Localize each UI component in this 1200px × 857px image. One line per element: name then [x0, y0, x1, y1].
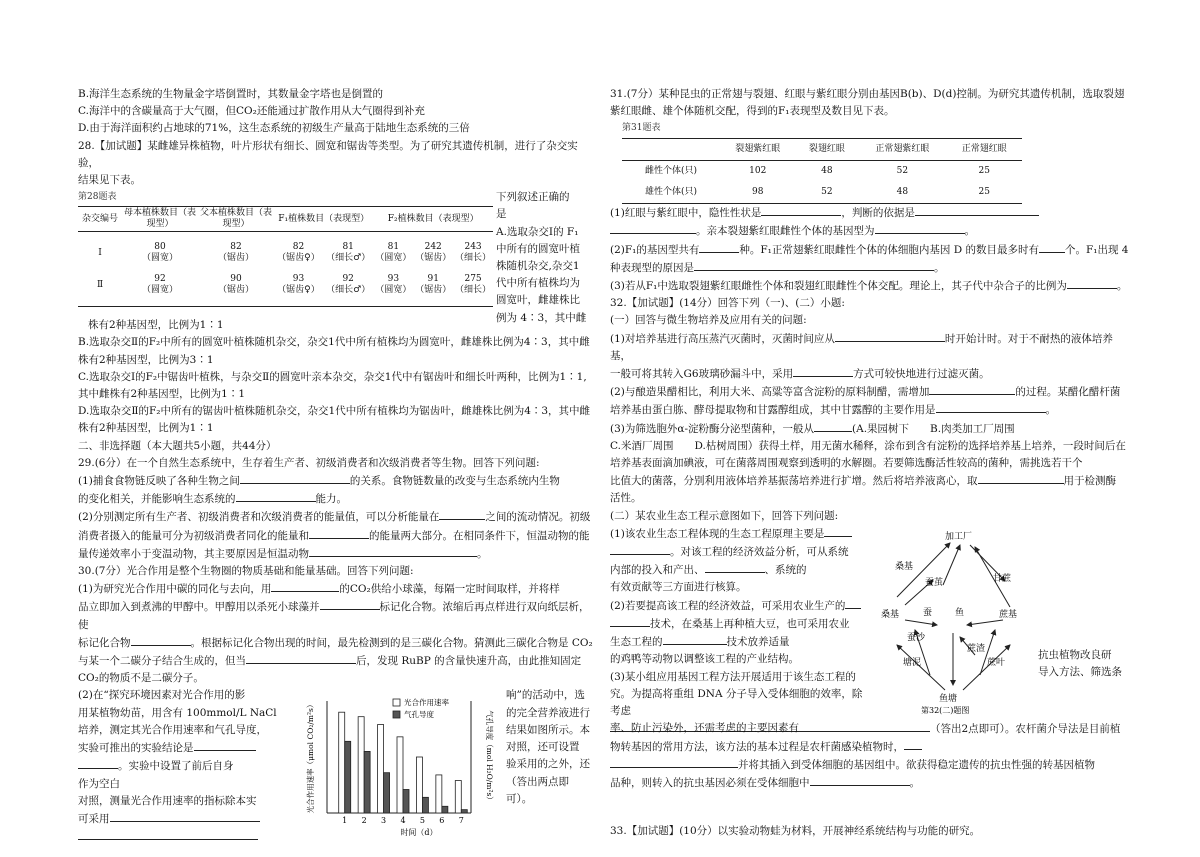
- q29-part1: (1)捕食食物链反映了各种生物之间 的关系。食物链数量的改变与生态系统内生物: [78, 472, 593, 490]
- text-line: 用某植物幼苗，用含有 100mmol/L NaCl: [78, 706, 277, 719]
- text-line: 中所有的圆宽叶植: [496, 242, 580, 255]
- table-row: [78, 253, 493, 264]
- text-line: （答出两点即可）。: [506, 775, 569, 805]
- text-line: 株随机杂交,杂交1: [496, 260, 580, 273]
- q27-option-b: B.海洋生态系统的生物量金字塔倒置时，其数量金字塔也是倒置的: [78, 88, 384, 100]
- table-header: 裂翅紫红眼: [720, 138, 796, 160]
- x-tick-label: 4: [400, 816, 406, 826]
- cell: 102: [749, 165, 767, 176]
- text-line: 是: [496, 208, 507, 221]
- left-column: [78, 86, 593, 857]
- bar-rate: [436, 775, 442, 813]
- x-tick-label: 5: [419, 816, 425, 826]
- cell: 93: [387, 274, 400, 285]
- q29-part2: (2)分别测定所有生产者、初级消费者和次级消费者的能量值，可以分析能量在 之间的流动情况。初级: [78, 508, 593, 526]
- cell: 52: [821, 187, 833, 198]
- table-header: F₂植株数目（表现型）: [373, 207, 493, 232]
- cell: （锯齿）: [415, 285, 452, 296]
- table-row: [78, 242, 493, 253]
- cell: （圆宽）: [375, 285, 412, 296]
- text-line: 结果如图所示。本: [506, 723, 590, 736]
- text-line: 代中所有植株均为: [496, 277, 580, 290]
- q32-sub2: (二）某农业生态工程示意图如下，回答下列问题:: [610, 509, 839, 522]
- right-column: [610, 86, 1130, 840]
- text-line: 导入方法、筛选条: [1038, 666, 1122, 679]
- q32-sub2-right: [1038, 647, 1130, 681]
- bar-rate: [416, 757, 422, 813]
- cell: 80: [154, 242, 166, 253]
- q27-option-c: C.海洋中的含碳量高于大气圈，但CO₂还能通过扩散作用从大气圈得到补充: [78, 105, 425, 118]
- table-row: [622, 160, 1022, 182]
- cell: 48: [821, 165, 833, 176]
- q31-table: [622, 138, 1022, 205]
- bar-conductance: [403, 790, 409, 814]
- cell: 81: [387, 242, 400, 253]
- node-silkworm-cocoon: 蚕茧: [925, 577, 944, 588]
- cell: 82: [230, 242, 242, 253]
- bar-rate: [378, 725, 384, 813]
- cell: 98: [752, 187, 764, 198]
- table-header: 正常翅紫红眼: [858, 138, 946, 160]
- q33-stem: 33.【加试题】(10分）以实验动物蛙为材料，开展神经系统结构与功能的研究。: [610, 824, 981, 837]
- cell: 92: [154, 274, 166, 285]
- q28-option-b: B.选取杂交Ⅱ的F₂中所有的圆宽叶植株随机杂交，杂交1代中所有植株均为圆宽叶，雌雄株比例为4∶3，其中雌株有2种基因型，比例为3∶1: [78, 336, 590, 366]
- q28-option-c: C.选取杂交Ⅰ的F₂中锯齿叶植株，与杂交Ⅱ的圆宽叶亲本杂交，杂交1代中有锯齿叶和细长叶两种，比例为1∶1,其中雌株有2种基因型，比例为1∶1: [78, 370, 587, 401]
- q30-bar-chart: [281, 689, 503, 839]
- cell: （细长）: [455, 285, 492, 296]
- y-axis-label: 光合作用速率（μmol CO₂/m²s）: [306, 701, 315, 814]
- text-line: 响”的活动中，选: [506, 689, 585, 702]
- table-header-row: [622, 138, 1022, 160]
- q30-part1-2: 品立即加入到煮沸的甲醇中。甲醇用以杀死小球藻并 标记化合物。浓缩后再点样进行双向纸层析，使: [78, 598, 593, 633]
- text-line: 下列叙述正确的: [496, 191, 570, 204]
- text-line: 培养，测定其光合作用速率和气孔导度，: [78, 723, 267, 736]
- cell: 93: [292, 274, 305, 285]
- table-header: F₁植株数目（表现型）: [274, 207, 373, 232]
- q31-part3: (3)若从F₁中选取裂翅紫红眼雌性个体和裂翅红眼雌性个体交配。理论上，其子代中杂合子的比例为 。: [610, 277, 1130, 295]
- cell: （锯齿）: [217, 253, 254, 264]
- node-dung: 蔗叶: [987, 657, 1006, 668]
- q30-chart-block: [78, 687, 593, 857]
- q28-side-text: [496, 189, 594, 327]
- text-line: [78, 828, 278, 846]
- bar-conductance: [442, 807, 448, 814]
- q32-part3-cont: （答出2点即可）。农杆菌介导法是目前植: [610, 720, 1130, 738]
- q32-part3-4: 比值大的菌落，分别利用液体培养基振荡培养进行扩增。然后将培养液离心，取 用于检测酶: [610, 472, 1130, 490]
- cell: （锯齿）: [415, 253, 452, 264]
- text-line: 实验可推出的实验结论是: [78, 739, 278, 757]
- text-line: 内部的投入和产出、 、系统的: [610, 561, 872, 579]
- node-mulberry: 桑基: [895, 561, 914, 572]
- cell: 92: [342, 274, 354, 285]
- q29-part2-cont: 消费者摄入的能量可分为初级消费者同化的能量和 的能量两大部分。在相同条件下，恒温动物的能: [78, 527, 593, 545]
- q28-table-caption: 第28题表: [78, 192, 117, 203]
- x-tick-label: 2: [361, 816, 367, 826]
- x-tick-label: 1: [342, 816, 348, 826]
- node-bagasse: 蔗渣: [967, 643, 986, 654]
- cell: （锯齿♀）: [277, 253, 320, 264]
- bar-conductance: [345, 742, 351, 814]
- text-line: 究。为提高将重组 DNA 分子导入受体细胞的效率，除考虑: [610, 687, 863, 717]
- text-line: 技术，在桑基上再种植大豆，也可采用农业: [610, 615, 872, 633]
- table-row: [78, 274, 493, 285]
- section-heading: 二、非选择题（本大题共5小题，共44分）: [78, 439, 277, 452]
- node-silkworm: 蚕: [923, 607, 933, 618]
- q28-stem-2: 结果见下表。: [78, 174, 141, 187]
- cell: 25: [978, 187, 990, 198]
- cell: （细长♂）: [326, 285, 371, 296]
- bar-rate: [358, 717, 364, 813]
- table-header-row: [78, 207, 493, 232]
- q31-stem-2: 紫红眼雌、雄个体随机交配，得到的F₁表现型及数目见下表。: [610, 105, 895, 118]
- bar-conductance: [422, 798, 428, 814]
- node-pond: 鱼塘: [939, 693, 958, 704]
- y2-axis-label: 气孔导度（mol H₂O/m²s）: [485, 710, 494, 805]
- cell: 91: [427, 274, 439, 285]
- text-line: 作为空白: [78, 777, 120, 790]
- node-mud: 塘泥: [903, 657, 922, 668]
- q32-stem: 32.【加试题】(14分）回答下列（一)、(二）小题:: [610, 297, 845, 310]
- table-header: [622, 138, 720, 160]
- q32-part1: (1)对培养基进行高压蒸汽灭菌时，灭菌时间应从 时开始计时。对于不耐热的液体培养基，: [610, 330, 1130, 365]
- cell: 雌性个体(只): [644, 165, 698, 176]
- x-tick-label: 3: [381, 816, 387, 826]
- text-line: 率、防止污染外，还需考虑的主要因素有: [610, 722, 799, 735]
- cell: （圆宽）: [141, 285, 178, 296]
- x-tick-label: 6: [439, 816, 445, 826]
- q32-part2-cont: 培养基由蛋白胨、酵母提取物和甘露醇组成，其中甘露醇的主要作用是 。: [610, 401, 1130, 419]
- q31-part1: (1)红眼与紫红眼中，隐性性状是 ，判断的依据是: [610, 204, 1130, 222]
- q29-stem: 29.(6分）在一个自然生态系统中，生存着生产者、初级消费者和次级消费者等生物。回答下列问题:: [78, 456, 540, 469]
- table-header: 母本植株数目（表现型）: [122, 207, 198, 232]
- q32-part3-cont4: 品种，则转入的抗虫基因必须在受体细胞中 。: [610, 774, 1130, 792]
- table-header: 正常翅红眼: [946, 138, 1022, 160]
- text-line: 的鸡鸭等动物以调整该工程的产业结构。: [610, 653, 799, 666]
- node-sugarcane: 甘蔗: [993, 573, 1012, 584]
- cell: 82: [292, 242, 305, 253]
- q27-option-d: D.由于海洋面积约占地球的71%，这生态系统的初级生产量高于陆地生态系统的三倍: [78, 122, 470, 135]
- q30-stem: 30.(7分）光合作用是整个生物圈的物质基础和能量基础。回答下列问题:: [78, 565, 414, 578]
- q28-option-d: D.选取杂交Ⅱ的F₂中所有的锯齿叶植株随机杂交，杂交1代中所有植株均为锯齿叶，雌雄株比例为4∶3，其中雌株有2种基因型，比例为1∶1: [78, 405, 591, 435]
- bar-conductance: [384, 773, 390, 813]
- bar-rate: [397, 737, 403, 813]
- table-row: [622, 182, 1022, 204]
- q28-stem: 28.【加试题】某雌雄异株植物，叶片形状有细长、圆宽和锯齿等类型。为了研究其遗传机制，进行了杂交实验，: [78, 139, 578, 169]
- text-line: 对照，测量光合作用速率的指标除本实: [78, 794, 257, 807]
- table-header: 杂交编号: [78, 207, 122, 232]
- text-line: 对照，还可设置: [506, 741, 580, 754]
- q31-stem: 31.(7分）某种昆虫的正常翅与裂翅、红眼与紫红眼分别由基因B(b)、D(d)控制。为研究其遗传机制，选取裂翅: [610, 88, 1125, 100]
- table-header: 父本植株数目（表现型）: [198, 207, 274, 232]
- cell: 48: [896, 187, 909, 198]
- q31-part2: (2)F₁的基因型共有 种。F₁正常翅紫红眼雌性个体的体细胞内基因 D 的数目最多时有 个。F₁出现 4: [610, 241, 1130, 259]
- text-line: A.选取杂交Ⅰ的 F₁: [496, 225, 579, 238]
- q32-part2: (2)与酿造果醋相比，利用大米、高粱等富含淀粉的原料制醋，需增加 的过程。某醋化醋杆菌: [610, 383, 1130, 401]
- cell: （锯齿）: [217, 285, 254, 296]
- cell: （锯齿♀）: [277, 285, 320, 296]
- text-line: 可采用: [78, 810, 278, 828]
- table-row: [78, 285, 493, 296]
- q32-part3-2: C.米酒厂周围 D.枯树周围）获得土样，用无菌水稀释，涂布到含有淀粉的选择培养基上培养，一段时间后在: [610, 439, 1126, 452]
- text-line: 的完全营养液进行: [506, 706, 590, 719]
- cell: 275: [464, 274, 482, 285]
- q32-part3-3: 培养基表面滴加碘液，可在菌落周围观察到透明的水解圈。若要筛选酶活性较高的菌种，需挑选若干个: [610, 457, 1083, 470]
- legend-label: 光合作用速率: [404, 698, 449, 708]
- x-tick-label: 7: [458, 816, 464, 826]
- bar-conductance: [461, 810, 467, 813]
- q31-part1-cont: 。亲本裂翅紫红眼雌性个体的基因型为 。: [610, 222, 1130, 240]
- cell: （圆宽）: [375, 253, 412, 264]
- q32-part3: (3)为筛选胞外α-淀粉酶分泌型菌种，一般从 (A.果园树下 B.肉类加工厂周围: [610, 420, 1130, 438]
- q32-ecosystem-diagram: [875, 525, 1035, 715]
- text-line: (3)某小组应用基因工程方法开展适用于该生态工程的: [610, 670, 856, 683]
- node-manure: 蚕沙: [907, 632, 926, 643]
- q31-part2-cont: 种表现型的原因是 。: [610, 259, 1130, 277]
- q30-part1-4: 与某一个二碳分子结合生成的，但当 后，发现 RuBP 的含量快速升高，由此推知固定: [78, 652, 593, 670]
- cell: 242: [424, 242, 442, 253]
- node-factory: 加工厂: [945, 531, 973, 542]
- cell: 243: [464, 242, 482, 253]
- cell: 25: [978, 165, 990, 176]
- q30-part1: (1)为研究光合作用中碳的同化与去向，用 的CO₂供给小球藻，每隔一定时间取样，并将样: [78, 580, 593, 598]
- q32-part3-cont3: 并将其插入到受体细胞的基因组中。欲获得稳定遗传的抗虫性强的转基因植物: [610, 756, 1130, 774]
- q29-part2-end: 量传递效率小于变温动物，其主要原因是恒温动物 。: [78, 545, 593, 563]
- q32-sub2-left: [610, 525, 872, 737]
- node-mulberry-base: 桑基: [881, 609, 900, 620]
- text-line: 例为 4∶3，其中雌: [496, 311, 587, 324]
- node-cane-base: 蔗基: [999, 609, 1018, 620]
- q30-part1-5: CO₂的物质不是二碳分子。: [78, 672, 204, 685]
- legend-label: 气孔导度: [404, 710, 434, 720]
- cell: （圆宽）: [141, 253, 178, 264]
- table-header: 裂翅红眼: [796, 138, 859, 160]
- bar-conductance: [364, 752, 370, 814]
- q32-part3-cont2: 物转基因的常用方法，该方法的基本过程是农杆菌感染植物时，: [610, 738, 1130, 756]
- q30-part2-left: [78, 687, 278, 846]
- q30-part1-3: 标记化合物 。根据标记化合物出现的时间，最先检测到的是三碳化合物。猜测此三碳化合物是 CO₂: [78, 634, 593, 652]
- q29-part1-cont: 的变化相关，并能影响生态系统的 能力。: [78, 490, 593, 508]
- cross-id: Ⅱ: [96, 279, 104, 290]
- bar-rate: [339, 713, 345, 814]
- text-line: 生态工程的 技术放养适量: [610, 633, 872, 651]
- q30-part2-right: [506, 687, 594, 807]
- text-line: (1)该农业生态工程体现的生态工程原理主要是: [610, 525, 872, 543]
- cell: 雄性个体(只): [644, 187, 698, 198]
- text-line: (2)若要提高该工程的经济效益，可采用农业生产的: [610, 597, 872, 615]
- text-line: 。对该工程的经济效益分析，可从系统: [610, 543, 872, 561]
- q32-part3-5: 活性。: [610, 492, 642, 505]
- text-line: 。实验中设置了前后自身: [78, 757, 278, 775]
- q28-table: [78, 206, 493, 307]
- bar-rate: [455, 781, 461, 813]
- legend-swatch: [393, 699, 400, 706]
- text-line: (2)在“探究环境因素对光合作用的影: [78, 689, 246, 702]
- x-axis-label: 时间（d）: [400, 828, 438, 838]
- cell: （细长♂）: [326, 253, 371, 264]
- q32-sub1: (一）回答与微生物培养及应用有关的问题:: [610, 314, 807, 327]
- node-fish: 鱼: [955, 607, 965, 618]
- cross-id: Ⅰ: [98, 247, 102, 258]
- q28-table-block: [78, 189, 593, 324]
- legend-swatch: [393, 711, 400, 718]
- text-line: 圆宽叶，雌雄株比: [496, 294, 580, 307]
- text-line: 有效贡献等三方面进行核算。: [610, 581, 747, 594]
- cell: 81: [342, 242, 354, 253]
- q28-option-a-end: 株有2种基因型，比例为1∶1: [88, 319, 224, 332]
- q32-part1-cont: 一般可将其转入G6玻璃砂漏斗中，采用 方式可较快地进行过滤灭菌。: [610, 365, 1130, 383]
- text-line: 验采用的之外，还: [506, 758, 590, 771]
- cell: 52: [896, 165, 909, 176]
- text-line: 抗虫植物改良研: [1038, 648, 1112, 661]
- cell: （细长）: [455, 253, 492, 264]
- cell: 90: [230, 274, 242, 285]
- q31-table-caption: 第31题表: [622, 123, 661, 134]
- diagram-caption: 第32(二)题图: [921, 705, 970, 715]
